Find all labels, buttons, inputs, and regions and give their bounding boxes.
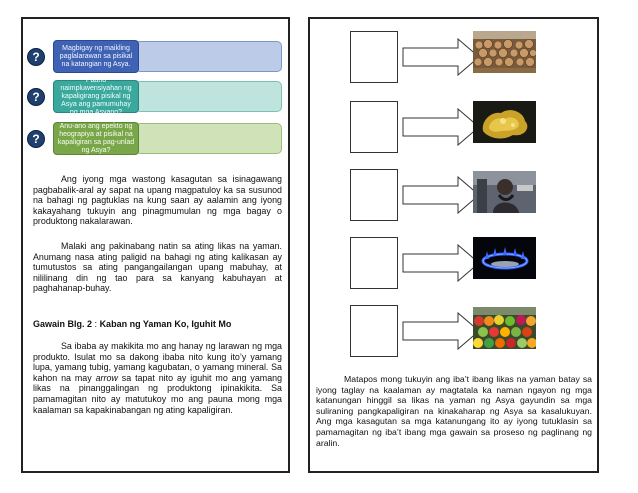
natural-resources-paragraph: Malaki ang pakinabang natin sa ating likas na yaman. Anumang nasa ating paligid na bahagi ng ating kalikasan ay tumutustos sa ating pangangailangan upang mabuhay, at nililinang din ng tao para sa kanyang kabuhayan at paghahanap-buhay. — [33, 241, 282, 294]
activity-instructions: Sa ibaba ay makikita mo ang hanay ng larawan ng mga produkto. Isulat mo sa dakong ibaba nito kung ito’y yamang lupa, yamang tubig, yamang kagubatan, o yamang mineral. Sa kahon na may arrow sa tapat nito ay iguhit mo ang yamang likas na pinanggalingan ng produktong ipinakikita. Sa pamamagitan nito ay matutukoy mo ang pauna mong mga kaalaman sa kapakinabangan ng ating kapaligiran. — [33, 341, 283, 415]
question-text: Magbigay ng maikling paglalarawan sa pisikal na katangian ng Asya. — [53, 40, 139, 73]
drawing-box[interactable] — [350, 305, 398, 357]
logs-image — [473, 31, 536, 73]
arrow-right-icon — [402, 108, 480, 146]
intro-paragraph: Ang iyong mga wastong kasagutan sa isinagawang pagbabalik-aral ay sapat na upang magpatuloy ka sa susunod na bahagi ng pagtuklas na kung saan ay aalamin ang iyong kakayahang tukuyin ang pinagmumulan ng mga bagay o produktong nakalarawan. — [33, 174, 282, 227]
review-question-3 — [23, 122, 288, 155]
gas-flame-image — [473, 237, 536, 279]
drawing-box[interactable] — [350, 237, 398, 289]
answer-bar — [135, 41, 282, 72]
activity-row-1 — [350, 31, 480, 83]
answer-bar — [135, 123, 282, 154]
question-mark-icon: ? — [27, 48, 45, 66]
left-page — [21, 17, 290, 473]
review-question-1 — [23, 40, 288, 73]
oil-worker-image — [473, 171, 536, 213]
right-page — [308, 17, 599, 473]
answer-bar — [135, 81, 282, 112]
fruits-vegetables-image — [473, 307, 536, 349]
arrow-right-icon — [402, 38, 480, 76]
arrow-right-icon — [402, 176, 480, 214]
drawing-box[interactable] — [350, 169, 398, 221]
arrow-right-icon — [402, 244, 480, 282]
question-text: Anu-ano ang epekto ng heograpiya at pisikal na kapaligiran sa pag-unlad ng Asya? — [53, 122, 139, 155]
conclusion-paragraph: Matapos mong tukuyin ang iba’t ibang likas na yaman batay sa iyong taglay na kaalaman ay magtatala ka naman ngayon ng mga katanungan hinggil sa likas na yaman ng Asya gayundin sa mga suliraning pangkapaligiran na kinakaharap ng Asya sa kasalukuyan. Ang mga kasagutan sa mga katanungang ito ay iyong tutuklasin sa pamamagitan ng iba’t ibang mga gawain sa proseso ng paglinang ng aralin. — [316, 374, 592, 448]
question-text: Paano naimpluwensiyahan ng kapaligirang pisikal ng Asya ang pamumuhay ng mga Asyano? — [53, 80, 139, 113]
activity-row-2 — [350, 101, 480, 153]
activity-heading: Gawain Blg. 2 : Kaban ng Yaman Ko, Iguhit Mo — [33, 319, 232, 329]
question-mark-icon: ? — [27, 130, 45, 148]
arrow-right-icon — [402, 312, 480, 350]
activity-row-5 — [350, 305, 480, 357]
drawing-box[interactable] — [350, 101, 398, 153]
drawing-box[interactable] — [350, 31, 398, 83]
gold-nugget-image — [473, 101, 536, 143]
activity-row-3 — [350, 169, 480, 221]
question-mark-icon: ? — [27, 88, 45, 106]
activity-row-4 — [350, 237, 480, 289]
review-question-2 — [23, 76, 288, 116]
